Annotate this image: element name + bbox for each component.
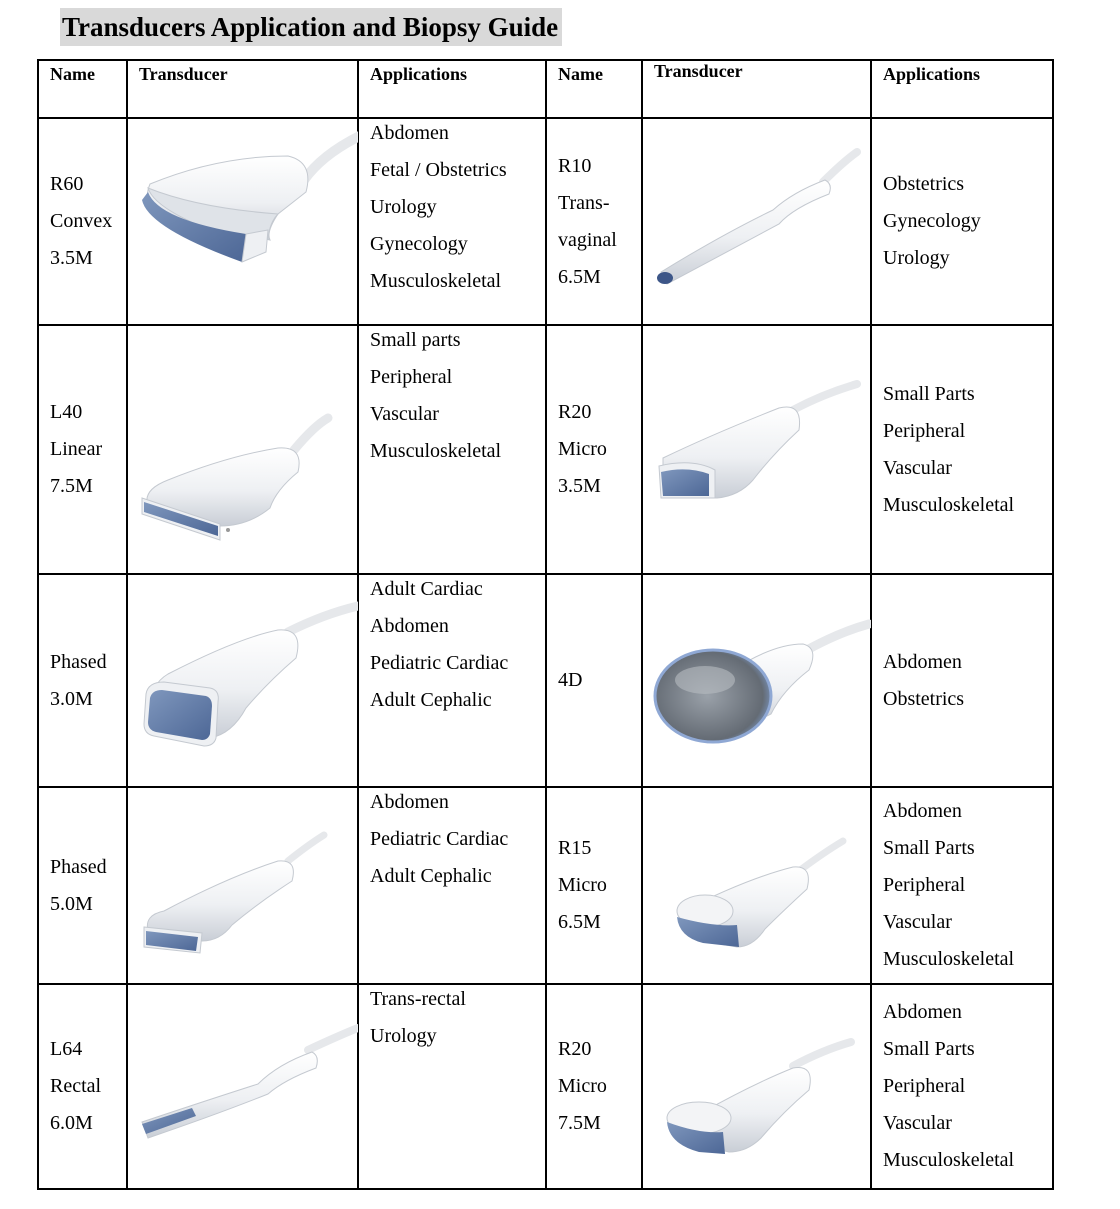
application-item: Small Parts (883, 837, 975, 859)
application-item: Abdomen (883, 800, 962, 822)
probe-name: L40 (50, 401, 83, 423)
table-header-row (38, 60, 1053, 118)
applications-cell (358, 984, 546, 1189)
applications-cell (358, 118, 546, 325)
applications-cell (358, 325, 546, 574)
probe-name: R60 (50, 173, 84, 195)
probe-name: 4D (558, 669, 583, 691)
probe-name: L64 (50, 1038, 83, 1060)
probe-type: Micro (558, 1075, 607, 1097)
application-item: Urology (370, 1025, 437, 1047)
application-item: Adult Cardiac (370, 578, 483, 600)
application-item: Vascular (370, 403, 439, 425)
transvaginal-transducer-icon (643, 122, 871, 322)
probe-name: R20 (558, 401, 592, 423)
micro-convex-transducer-icon (643, 791, 871, 981)
header-transducer-left: Transducer (127, 60, 358, 118)
application-item: Musculoskeletal (883, 1149, 1015, 1171)
header-name-right: Name (546, 60, 642, 118)
name-cell (38, 325, 127, 574)
transducer-image-cell (127, 325, 358, 574)
application-item: Abdomen (370, 122, 449, 144)
name-cell (38, 574, 127, 787)
application-item: Small parts (370, 329, 461, 351)
application-item: Peripheral (883, 874, 966, 896)
applications-cell (871, 984, 1053, 1189)
application-item: Urology (370, 196, 437, 218)
name-cell (38, 118, 127, 325)
application-item: Abdomen (370, 615, 449, 637)
transducer-table (37, 59, 1054, 1190)
probe-name: R10 (558, 154, 592, 177)
application-item: Adult Cephalic (370, 689, 492, 711)
header-transducer-right: Transducer (642, 60, 871, 118)
probe-name: Phased (50, 650, 107, 673)
probe-type: Trans- (558, 191, 610, 214)
application-item: Pediatric Cardiac (370, 652, 509, 674)
application-item: Peripheral (883, 419, 966, 442)
application-item: Musculoskeletal (370, 270, 502, 292)
applications-cell (871, 787, 1053, 984)
transducer-image-cell (642, 984, 871, 1189)
application-item: Vascular (883, 911, 952, 933)
transducer-image-cell (127, 787, 358, 984)
table-row (38, 984, 1053, 1189)
transducer-image-cell (642, 118, 871, 325)
applications-cell (358, 574, 546, 787)
application-item: Musculoskeletal (883, 493, 1015, 516)
probe-frequency: 6.5M (558, 265, 601, 288)
probe-type: Convex (50, 210, 113, 232)
probe-frequency: 3.5M (50, 247, 93, 269)
transducer-image-cell (127, 118, 358, 325)
application-item: Urology (883, 247, 950, 269)
application-item: Obstetrics (883, 687, 965, 710)
probe-frequency: 3.5M (558, 475, 601, 497)
table-row (38, 118, 1053, 325)
name-cell (546, 984, 642, 1189)
page-title: Transducers Application and Biopsy Guide (60, 8, 562, 46)
probe-name: R20 (558, 1038, 592, 1060)
probe-name: R15 (558, 837, 592, 859)
name-cell (38, 787, 127, 984)
name-cell (546, 574, 642, 787)
application-item: Small Parts (883, 1038, 975, 1060)
micro-convex-transducer-icon (643, 330, 871, 570)
header-applications-right: Applications (871, 60, 1053, 118)
application-item: Peripheral (883, 1075, 966, 1097)
application-item: Small Parts (883, 382, 975, 405)
name-cell (38, 984, 127, 1189)
table-row (38, 325, 1053, 574)
application-item: Trans-rectal (370, 988, 466, 1010)
applications-cell (358, 787, 546, 984)
application-item: Musculoskeletal (370, 440, 502, 462)
table-row (38, 787, 1053, 984)
application-item: Gynecology (883, 210, 981, 232)
endocavity-rectal-transducer-icon (128, 988, 358, 1186)
application-item: Vascular (883, 456, 952, 479)
probe-frequency: 7.5M (558, 1112, 601, 1134)
transducer-image-cell (127, 574, 358, 787)
probe-type: vaginal (558, 228, 617, 251)
applications-cell (871, 325, 1053, 574)
convex-transducer-icon (128, 122, 358, 322)
transducer-image-cell (642, 787, 871, 984)
application-item: Musculoskeletal (883, 948, 1015, 970)
application-item: Abdomen (883, 650, 962, 673)
volume-4d-transducer-icon (643, 578, 871, 783)
probe-frequency: 3.0M (50, 687, 93, 710)
linear-transducer-icon (128, 330, 358, 570)
probe-type: Micro (558, 438, 607, 460)
name-cell (546, 787, 642, 984)
application-item: Adult Cephalic (370, 865, 492, 887)
application-item: Pediatric Cardiac (370, 828, 509, 850)
probe-frequency: 5.0M (50, 892, 93, 915)
application-item: Fetal / Obstetrics (370, 159, 507, 181)
header-name-left: Name (38, 60, 127, 118)
phased-array-transducer-icon (128, 791, 358, 981)
probe-type: Linear (50, 438, 103, 460)
table-row (38, 574, 1053, 787)
application-item: Abdomen (370, 791, 449, 813)
probe-frequency: 6.0M (50, 1112, 93, 1134)
probe-type: Rectal (50, 1075, 102, 1097)
name-cell (546, 325, 642, 574)
transducer-image-cell (127, 984, 358, 1189)
probe-frequency: 7.5M (50, 475, 93, 497)
probe-name: Phased (50, 855, 107, 878)
application-item: Vascular (883, 1112, 952, 1134)
probe-type: Micro (558, 874, 607, 896)
applications-cell (871, 574, 1053, 787)
name-cell (546, 118, 642, 325)
header-applications-left: Applications (358, 60, 546, 118)
application-item: Obstetrics (883, 173, 965, 195)
application-item: Peripheral (370, 366, 453, 388)
applications-cell (871, 118, 1053, 325)
phased-array-transducer-icon (128, 578, 358, 783)
micro-convex-transducer-icon (643, 988, 871, 1186)
application-item: Gynecology (370, 233, 468, 255)
transducer-image-cell (642, 574, 871, 787)
application-item: Abdomen (883, 1001, 962, 1023)
transducer-image-cell (642, 325, 871, 574)
probe-frequency: 6.5M (558, 911, 601, 933)
